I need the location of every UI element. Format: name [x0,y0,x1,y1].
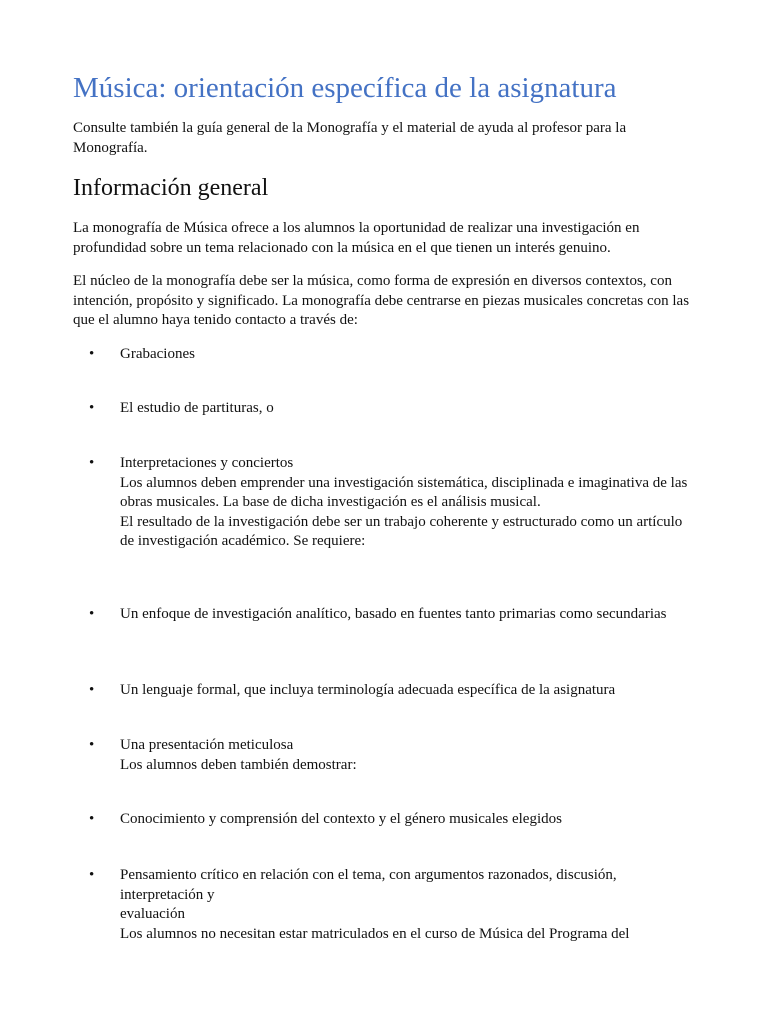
list-item-text: El resultado de la investigación debe ser un trabajo coherente y estructurado como un artículo de investigación académico. Se requiere: [120,513,683,549]
list-item-text: Un enfoque de investigación analítico, basado en fuentes tanto primarias como secundarias [120,606,667,622]
list-item-text: Los alumnos no necesitan estar matriculados en el curso de Música del Programa del [120,925,630,942]
list-item-text: Conocimiento y comprensión del contexto y el género musicales elegidos [120,811,562,827]
intro-paragraph: Consulte también la guía general de la Monografía y el material de ayuda al profesor para la Monografía. [73,120,627,156]
bullet-icon: • [89,682,95,698]
bullet-icon: • [89,400,95,416]
bullet-icon: • [89,867,95,883]
bullet-icon: • [89,346,95,362]
list-item-text: Los alumnos deben también demostrar: [120,756,357,773]
page-title: Música: orientación específica de la asignatura [73,72,617,104]
bullet-icon: • [89,737,95,753]
list-item-text: Un lenguaje formal, que incluya terminología adecuada específica de la asignatura [120,682,616,698]
paragraph-1: La monografía de Música ofrece a los alumnos la oportunidad de realizar una investigación en profundidad sobre un tema relacionado con la música en el que tienen un interés genuino. [73,220,640,256]
list-item-text: evaluación [120,906,185,922]
list-item-text: El estudio de partituras, o [120,400,274,416]
list-item-text: Pensamiento crítico en relación con el tema, con argumentos razonados, discusión, interpretación y [120,867,617,903]
section-heading: Información general [73,175,269,201]
list-item-text: Grabaciones [120,346,195,362]
paragraph-2: El núcleo de la monografía debe ser la música, como forma de expresión en diversos contextos, con intención, propósito y significado. La monografía debe centrarse en piezas musicales concretas con las que el alumno haya tenido contacto a través de: [73,273,690,328]
bullet-icon: • [89,606,95,622]
bullet-icon: • [89,811,95,827]
list-item-text: Los alumnos deben emprender una investigación sistemática, disciplinada e imaginativa de las obras musicales. La base de dicha investigación es el análisis musical. [120,474,688,510]
list-item-text: Una presentación meticulosa [120,737,294,753]
bullet-icon: • [89,455,95,471]
list-item-text: Interpretaciones y conciertos [120,455,294,471]
